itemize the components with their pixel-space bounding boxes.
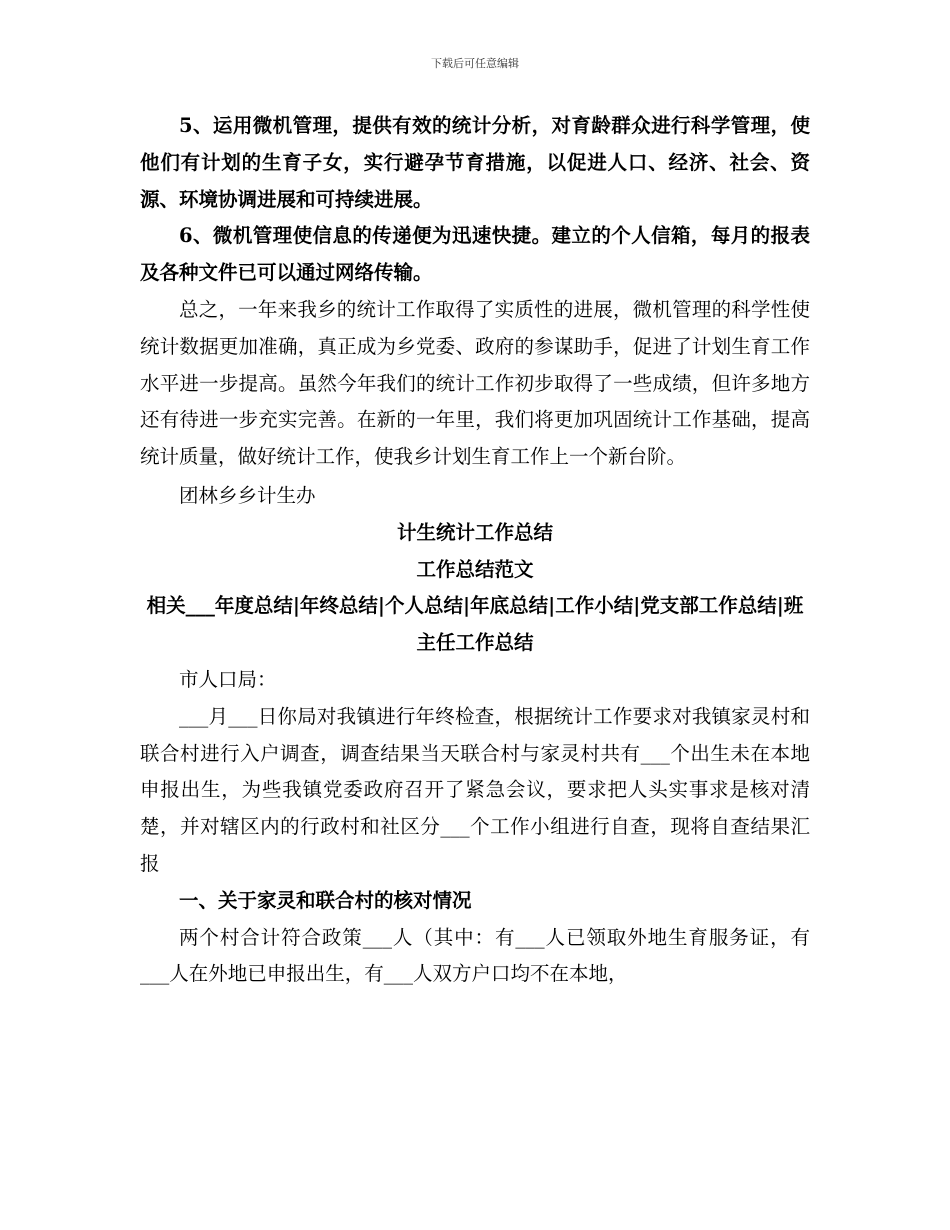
summary-paragraph: 总之，一年来我乡的统计工作取得了实质性的进展，微机管理的科学性使统计数据更加准确，真正成为乡党委、政府的参谋助手，促进了计划生育工作水平进一步提高。虽然今年我们的统计工作初步取得了一些成绩，但许多地方还有待进一步充实完善。在新的一年里，我们将更加巩固统计工作基础，提高统计质量，做好统计工作，使我乡计划生育工作上一个新台阶。 (140, 297, 810, 469)
section-heading-1: 一、关于家灵和联合村的核对情况 (179, 888, 472, 912)
document-subtitle: 工作总结范文 (416, 557, 534, 581)
section-body-1: 两个村合计符合政策___人（其中：有___人已领取外地生育服务证，有___人在外地已申报出生，有___人双方户口均不在本地， (140, 925, 810, 986)
paragraph-item-5: 5、运用微机管理，提供有效的统计分析，对育龄群众进行科学管理，使他们有计划的生育子女，实行避孕节育措施，以促进人口、经济、社会、资源、环境协调进展和可持续进展。 (140, 114, 810, 211)
letter-body: ___月___日你局对我镇进行年终检查，根据统计工作要求对我镇家灵村和联合村进行入户调查，调查结果当天联合村与家灵村共有___个出生未在本地申报出生，为些我镇党委政府召开了紧急会议，要求把人头实事求是核对清楚，并对辖区内的行政村和社区分___个工作小组进行自查，现将自查结果汇报 (140, 704, 810, 875)
document-title: 计生统计工作总结 (396, 520, 553, 544)
letter-addressee: 市人口局： (179, 667, 277, 691)
document-body (140, 108, 810, 993)
page-header: 下载后可任意编辑 (431, 57, 519, 70)
signature: 团林乡乡计生办 (179, 483, 316, 507)
related-links: 相关___年度总结|年终总结|个人总结|年底总结|工作小结|党支部工作总结|班主任工作总结 (146, 594, 804, 655)
paragraph-item-6: 6、微机管理使信息的传递便为迅速快捷。建立的个人信箱，每月的报表及各种文件已可以通过网络传输。 (140, 224, 810, 285)
